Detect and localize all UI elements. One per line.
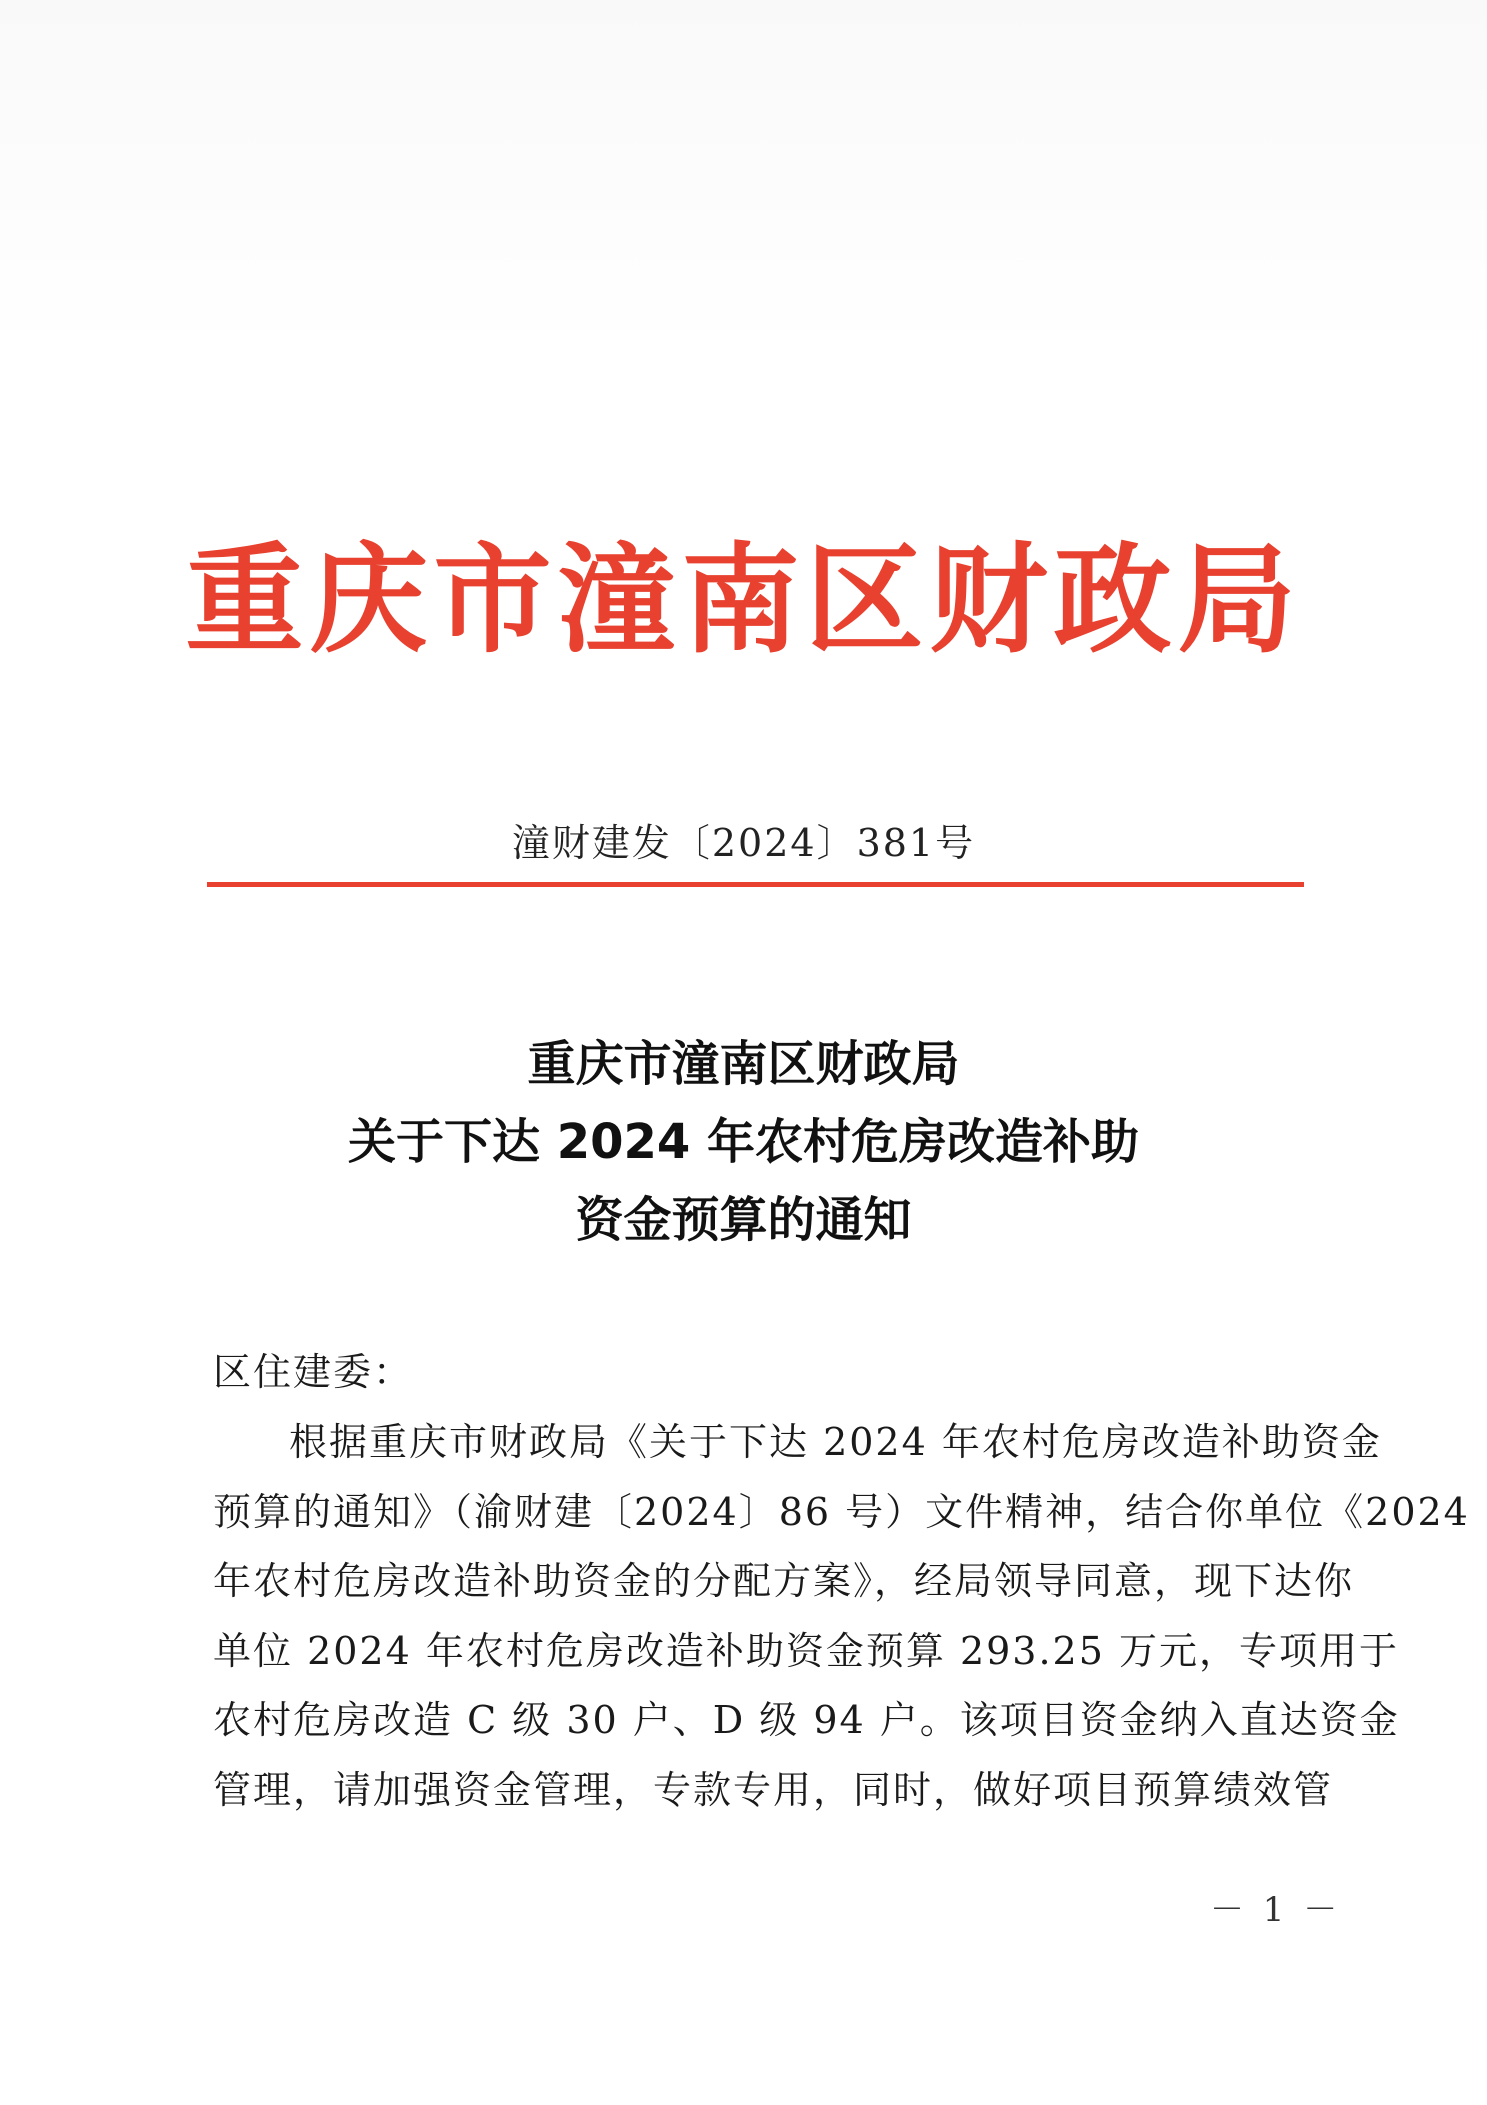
paragraph-line: 管理，请加强资金管理，专款专用，同时，做好项目预算绩效管 <box>213 1767 1334 1812</box>
paragraph-line: 预算的通知》（渝财建〔2024〕86 号）文件精神，结合你单位《2024 <box>213 1489 1470 1534</box>
title-line: 重庆市潼南区财政局 <box>527 1036 960 1092</box>
paragraph-line: 农村危房改造 C 级 30 户、D 级 94 户。该项目资金纳入直达资金 <box>213 1698 1400 1742</box>
paragraph-line: 根据重庆市财政局《关于下达 2024 年农村危房改造补助资金 <box>289 1420 1382 1464</box>
paragraph-line: 年农村危房改造补助资金的分配方案》，经局领导同意，现下达你 <box>213 1559 1355 1603</box>
red-divider-line <box>207 882 1304 887</box>
notice-title <box>0 1025 1487 1259</box>
scan-background <box>0 0 1487 360</box>
title-line: 关于下达 2024 年农村危房改造补助 <box>347 1114 1140 1170</box>
page-number: － 1 － <box>1210 1890 1342 1930</box>
document-number: 潼财建发〔2024〕381号 <box>511 821 976 865</box>
masthead-title: 重庆市潼南区财政局 <box>185 531 1302 669</box>
body-paragraph <box>213 1408 1470 1825</box>
paragraph-line: 单位 2024 年农村危房改造补助资金预算 293.25 万元，专项用于 <box>213 1628 1399 1673</box>
salutation: 区住建委： <box>213 1350 414 1394</box>
title-line: 资金预算的通知 <box>575 1192 912 1248</box>
